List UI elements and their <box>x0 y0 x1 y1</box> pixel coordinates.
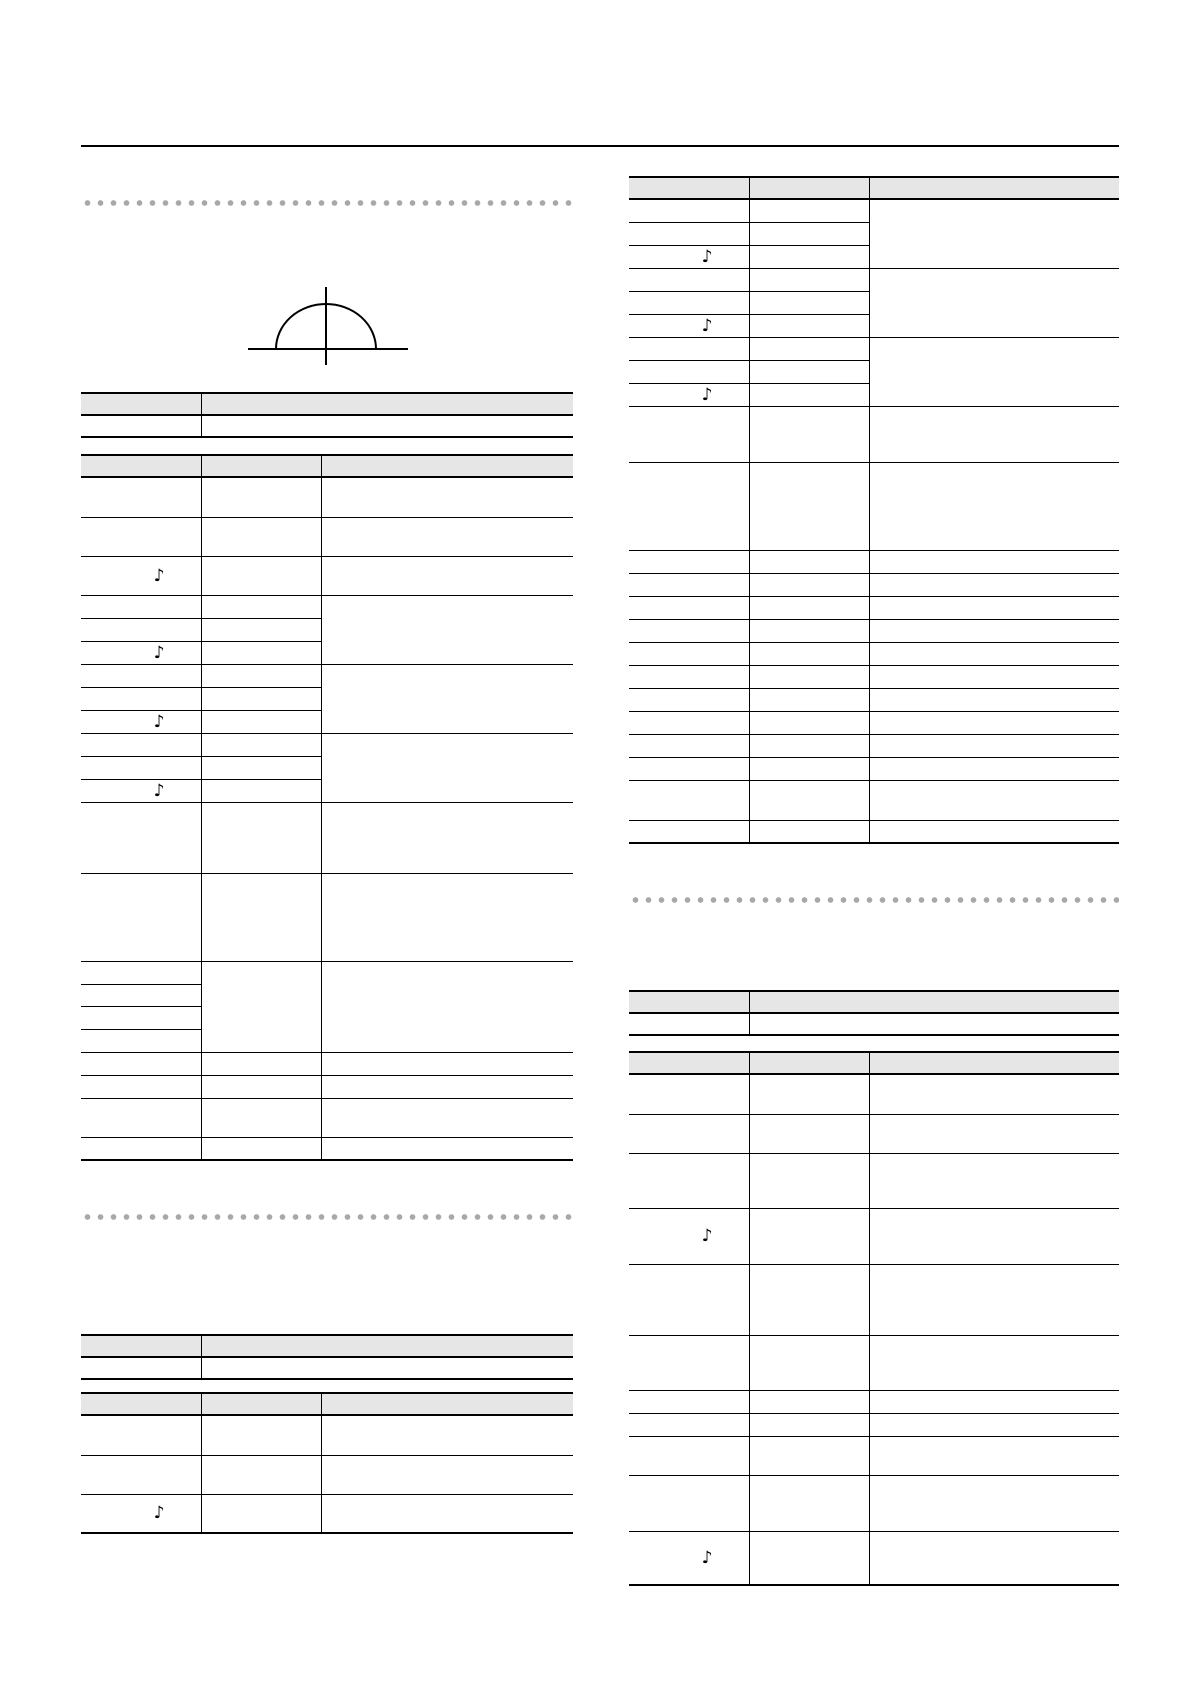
table-row <box>629 596 1119 619</box>
table-cell <box>201 710 321 733</box>
table-cell <box>749 1208 869 1264</box>
table-cell <box>201 477 321 517</box>
table-cell <box>629 820 749 843</box>
table-cell <box>749 711 869 734</box>
table-header-cell <box>81 393 201 415</box>
table-row <box>629 665 1119 688</box>
table-cell <box>629 642 749 665</box>
table-cell <box>749 688 869 711</box>
table-cell <box>749 596 869 619</box>
table-row <box>629 1264 1119 1335</box>
table-cell <box>321 1137 573 1160</box>
table-cell <box>869 780 1119 820</box>
table-cell <box>749 1264 869 1335</box>
table-cell <box>749 820 869 843</box>
table-cell <box>869 550 1119 573</box>
note-symbol-icon: ♪ <box>629 314 749 337</box>
table-cell <box>749 406 869 462</box>
table-cell <box>629 711 749 734</box>
table-cell <box>81 415 201 437</box>
note-symbol-icon: ♪ <box>81 556 201 595</box>
table-row <box>81 477 573 517</box>
table-row <box>81 664 573 687</box>
table-cell <box>81 1052 201 1075</box>
table-cell <box>201 1052 321 1075</box>
note-symbol-icon: ♪ <box>81 641 201 664</box>
table-cell <box>749 1475 869 1531</box>
table-cell <box>201 802 321 873</box>
page-top-rule <box>81 145 1119 147</box>
table-row <box>629 1390 1119 1413</box>
table-header-cell <box>201 393 573 415</box>
table-cell <box>869 596 1119 619</box>
table-row <box>629 573 1119 596</box>
table-row <box>81 1098 573 1137</box>
table-cell <box>321 517 573 556</box>
table-cell <box>749 757 869 780</box>
table-row <box>81 1494 573 1533</box>
table-cell <box>869 1208 1119 1264</box>
table-cell <box>869 642 1119 665</box>
table-cell <box>81 477 201 517</box>
section-divider <box>629 897 1119 903</box>
table-cell <box>629 1114 749 1153</box>
parameter-header-table <box>81 392 573 438</box>
table-cell <box>869 1114 1119 1153</box>
table-row <box>81 1415 573 1455</box>
table-row <box>629 734 1119 757</box>
table-cell <box>201 618 321 641</box>
table-cell <box>749 1153 869 1208</box>
table-cell <box>629 596 749 619</box>
table-row <box>629 1335 1119 1390</box>
table-cell <box>869 1413 1119 1436</box>
table-cell <box>81 517 201 556</box>
table-header-cell <box>321 1393 573 1415</box>
table-row <box>629 1531 1119 1585</box>
table-cell <box>629 199 749 222</box>
table-cell <box>869 1390 1119 1413</box>
table-cell <box>321 873 573 961</box>
table-header-cell <box>321 455 573 477</box>
table-cell <box>629 1413 749 1436</box>
table-cell <box>869 665 1119 688</box>
table-row <box>629 1153 1119 1208</box>
table-cell <box>201 517 321 556</box>
table-cell <box>201 687 321 710</box>
table-cell <box>201 664 321 687</box>
table-header-cell <box>81 1335 201 1357</box>
table-row <box>629 268 1119 291</box>
table-row <box>81 1137 573 1160</box>
table-cell <box>629 291 749 314</box>
table-cell <box>81 1098 201 1137</box>
table-cell <box>629 573 749 596</box>
table-cell <box>749 1335 869 1390</box>
table-cell <box>201 1494 321 1533</box>
table-cell <box>81 1415 201 1455</box>
table-cell <box>629 1475 749 1531</box>
table-row <box>629 711 1119 734</box>
table-row <box>629 406 1119 462</box>
table-cell <box>749 337 869 360</box>
note-symbol-icon: ♪ <box>629 1531 749 1585</box>
table-header-cell <box>201 1335 573 1357</box>
note-symbol-icon: ♪ <box>81 779 201 802</box>
section-divider <box>81 200 573 206</box>
table-cell <box>869 711 1119 734</box>
table-cell <box>629 757 749 780</box>
table-cell <box>201 1357 573 1379</box>
table-cell <box>201 556 321 595</box>
table-header-cell <box>201 455 321 477</box>
table-header-cell <box>81 1393 201 1415</box>
table-cell <box>629 462 749 550</box>
table-cell <box>201 1415 321 1455</box>
table-row <box>629 550 1119 573</box>
table-cell <box>321 1075 573 1098</box>
table-cell <box>321 1052 573 1075</box>
table-cell <box>869 734 1119 757</box>
table-cell <box>629 780 749 820</box>
note-symbol-icon: ♪ <box>81 1494 201 1533</box>
table-cell <box>629 688 749 711</box>
table-cell <box>629 268 749 291</box>
table-cell <box>629 406 749 462</box>
table-cell <box>81 1137 201 1160</box>
table-row <box>81 517 573 556</box>
table-cell <box>629 665 749 688</box>
table-cell <box>321 1494 573 1533</box>
table-row <box>81 961 573 984</box>
table-cell <box>749 291 869 314</box>
table-cell <box>749 222 869 245</box>
table-cell <box>869 268 1119 337</box>
parameter-table <box>81 1392 573 1534</box>
table-cell <box>321 1098 573 1137</box>
table-header-cell <box>629 1052 749 1074</box>
table-cell <box>869 573 1119 596</box>
table-cell <box>869 199 1119 268</box>
parameter-header-table <box>629 990 1119 1036</box>
table-cell <box>749 1390 869 1413</box>
table-cell <box>629 1390 749 1413</box>
table-cell <box>749 1074 869 1114</box>
table-cell <box>629 1013 749 1035</box>
semicircle-diagram-icon <box>245 285 411 367</box>
table-cell <box>81 873 201 961</box>
table-cell <box>749 462 869 550</box>
table-row <box>81 873 573 961</box>
parameter-table <box>629 176 1119 844</box>
table-row <box>629 1413 1119 1436</box>
table-cell <box>749 780 869 820</box>
table-cell <box>869 820 1119 843</box>
table-cell <box>869 1436 1119 1475</box>
table-row <box>629 688 1119 711</box>
table-header-cell <box>629 177 749 199</box>
table-cell <box>869 462 1119 550</box>
table-cell <box>201 415 573 437</box>
table-row <box>629 1074 1119 1114</box>
table-cell <box>81 1357 201 1379</box>
table-cell <box>869 406 1119 462</box>
table-cell <box>749 360 869 383</box>
table-row <box>629 1208 1119 1264</box>
table-cell <box>869 1335 1119 1390</box>
table-cell <box>749 550 869 573</box>
table-cell <box>321 802 573 873</box>
table-cell <box>201 756 321 779</box>
table-cell <box>81 664 201 687</box>
table-cell <box>749 1013 1119 1035</box>
table-cell <box>201 1455 321 1494</box>
table-row <box>629 780 1119 820</box>
table-cell <box>81 1075 201 1098</box>
table-cell <box>201 733 321 756</box>
table-cell <box>629 619 749 642</box>
table-cell <box>629 550 749 573</box>
table-cell <box>869 619 1119 642</box>
parameter-table <box>81 454 573 1161</box>
table-cell <box>81 802 201 873</box>
table-row <box>629 1475 1119 1531</box>
table-row <box>81 595 573 618</box>
table-header-cell <box>749 991 1119 1013</box>
table-cell <box>201 961 321 1052</box>
table-row <box>81 1075 573 1098</box>
table-cell <box>321 595 573 664</box>
table-cell <box>201 779 321 802</box>
table-cell <box>321 961 573 1052</box>
table-cell <box>201 1098 321 1137</box>
note-symbol-icon: ♪ <box>629 245 749 268</box>
table-cell <box>869 757 1119 780</box>
table-row <box>629 757 1119 780</box>
table-row <box>629 820 1119 843</box>
note-symbol-icon: ♪ <box>629 1208 749 1264</box>
table-cell <box>321 1455 573 1494</box>
table-cell <box>629 222 749 245</box>
table-cell <box>201 595 321 618</box>
table-cell <box>81 618 201 641</box>
table-cell <box>81 1029 201 1052</box>
table-row <box>81 556 573 595</box>
table-cell <box>749 573 869 596</box>
table-header-cell <box>749 1052 869 1074</box>
table-cell <box>81 756 201 779</box>
table-header-cell <box>81 455 201 477</box>
table-cell <box>869 1475 1119 1531</box>
table-cell <box>629 337 749 360</box>
table-cell <box>749 1531 869 1585</box>
table-cell <box>201 873 321 961</box>
table-cell <box>81 1455 201 1494</box>
table-row <box>629 337 1119 360</box>
parameter-header-table <box>81 1334 573 1380</box>
table-cell <box>749 1436 869 1475</box>
table-cell <box>321 1415 573 1455</box>
table-row <box>629 642 1119 665</box>
table-cell <box>629 1074 749 1114</box>
table-cell <box>869 1264 1119 1335</box>
table-cell <box>629 1335 749 1390</box>
table-cell <box>321 556 573 595</box>
table-cell <box>629 734 749 757</box>
table-header-cell <box>869 1052 1119 1074</box>
table-row <box>629 1436 1119 1475</box>
table-cell <box>629 1264 749 1335</box>
table-row <box>81 1052 573 1075</box>
table-cell <box>629 1153 749 1208</box>
table-cell <box>201 1075 321 1098</box>
table-cell <box>749 665 869 688</box>
table-header-cell <box>629 991 749 1013</box>
table-header-cell <box>869 177 1119 199</box>
section-divider <box>81 1214 573 1220</box>
table-cell <box>749 268 869 291</box>
table-cell <box>749 245 869 268</box>
note-symbol-icon: ♪ <box>629 383 749 406</box>
table-cell <box>81 1006 201 1029</box>
table-cell <box>201 641 321 664</box>
table-cell <box>81 961 201 984</box>
table-row <box>629 462 1119 550</box>
table-cell <box>749 642 869 665</box>
table-cell <box>321 733 573 802</box>
table-cell <box>749 383 869 406</box>
table-row <box>81 733 573 756</box>
table-row <box>629 1114 1119 1153</box>
table-cell <box>749 1114 869 1153</box>
table-cell <box>629 360 749 383</box>
table-cell <box>869 1074 1119 1114</box>
table-cell <box>869 1531 1119 1585</box>
table-cell <box>749 619 869 642</box>
table-cell <box>201 1137 321 1160</box>
table-cell <box>869 337 1119 406</box>
table-cell <box>81 595 201 618</box>
table-header-cell <box>749 177 869 199</box>
table-header-cell <box>201 1393 321 1415</box>
table-cell <box>321 477 573 517</box>
table-cell <box>749 734 869 757</box>
table-cell <box>749 199 869 222</box>
table-row <box>81 802 573 873</box>
table-cell <box>749 314 869 337</box>
table-cell <box>321 664 573 733</box>
table-row <box>81 1455 573 1494</box>
table-cell <box>869 688 1119 711</box>
note-symbol-icon: ♪ <box>81 710 201 733</box>
parameter-table <box>629 1051 1119 1586</box>
table-cell <box>749 1413 869 1436</box>
table-row <box>629 619 1119 642</box>
table-cell <box>629 1436 749 1475</box>
table-cell <box>81 687 201 710</box>
table-cell <box>869 1153 1119 1208</box>
table-cell <box>81 733 201 756</box>
table-row <box>629 199 1119 222</box>
table-cell <box>81 984 201 1006</box>
